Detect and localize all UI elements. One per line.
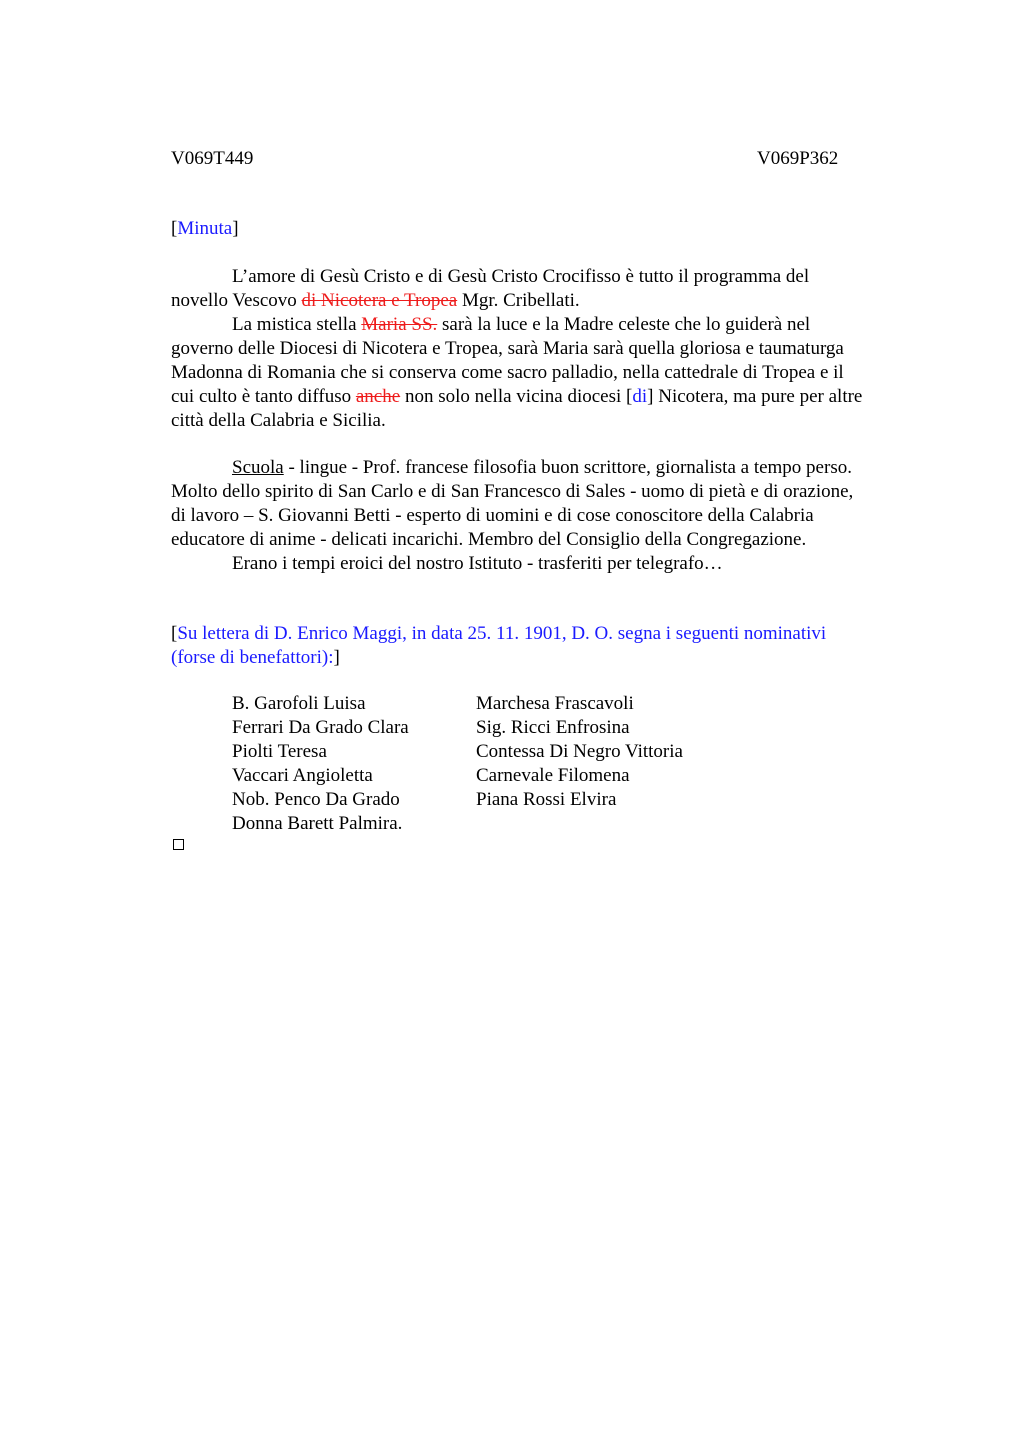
name-entry: B. Garofoli Luisa [232,693,366,714]
paragraph-line [171,313,931,337]
name-entry: Piana Rossi Elvira [476,789,617,810]
paragraph-1 [171,265,931,313]
deleted-text: anche [355,386,401,407]
note-text: (forse di benefattori): [171,647,334,668]
name-entry: Piolti Teresa [232,741,327,762]
text-segment: non solo nella vicina diocesi [ [400,386,633,407]
paragraph-line [171,456,931,480]
names-list [232,692,683,836]
name-entry: Sig. Ricci Enfrosina [476,717,630,738]
names-row [232,716,683,740]
text-segment: La mistica stella [232,314,362,335]
name-entry: Vaccari Angioletta [232,765,373,786]
text-segment: - lingue - Prof. francese filosofia buon scrittore, giornalista a tempo perso. [283,457,852,478]
underlined-word: Scuola [232,457,284,478]
text-segment: sarà la luce e la Madre celeste che lo guiderà nel [437,314,811,335]
end-marker-square-icon [173,839,184,850]
bracket-close: ] [232,218,239,239]
document-code-left: V069T449 [171,148,254,169]
names-row [232,740,683,764]
paragraph-line [171,385,931,409]
paragraph-line: governo delle Diocesi di Nicotera e Tropea, sarà Maria sarà quella gloriosa e taumaturga [171,338,844,359]
text-segment: novello Vescovo [171,290,302,311]
paragraph-line: città della Calabria e Sicilia. [171,410,386,431]
paragraph-line: Erano i tempi eroici del nostro Istituto - trasferiti per telegrafo… [232,553,723,574]
paragraph-line [171,289,931,313]
paragraph-line: Madonna di Romania che si conserva come sacro palladio, nella cattedrale di Tropea e il [171,362,844,383]
names-row [232,764,683,788]
paragraph-line: L’amore di Gesù Cristo e di Gesù Cristo Crocifisso è tutto il programma del [232,266,810,287]
bracket-open: [ [171,623,178,644]
text-segment: cui culto è tanto diffuso [171,386,356,407]
bracket-open: [ [171,218,178,239]
note-text: Su lettera di D. Enrico Maggi, in data 25. 11. 1901, D. O. segna i seguenti nominativi [177,623,827,644]
deleted-text: di Nicotera e Tropea [301,290,458,311]
minuta-label [171,217,931,241]
editorial-insertion: di [632,386,648,407]
names-row [232,812,683,836]
name-entry: Donna Barett Palmira. [232,813,403,834]
document-code-right: V069P362 [757,148,839,169]
paragraph-line: educatore di anime - delicati incarichi. Membro del Consiglio della Congregazione. [171,529,807,550]
note-line [171,622,931,646]
name-entry: Marchesa Frascavoli [476,693,634,714]
minuta-text: Minuta [177,218,233,239]
editorial-note [171,622,931,670]
paragraph-3 [171,456,931,576]
deleted-text: Maria SS. [361,314,438,335]
names-row [232,788,683,812]
paragraph-line: Molto dello spirito di San Carlo e di San Francesco di Sales - uomo di pietà e di orazione, [171,481,854,502]
name-entry: Contessa Di Negro Vittoria [476,741,683,762]
name-entry: Ferrari Da Grado Clara [232,717,409,738]
paragraph-2 [171,313,931,433]
paragraph-line: di lavoro – S. Giovanni Betti - esperto di uomini e di cose conoscitore della Calabria [171,505,814,526]
text-segment: ] Nicotera, ma pure per altre [647,386,863,407]
note-line [171,646,931,670]
name-entry: Carnevale Filomena [476,765,630,786]
name-entry: Nob. Penco Da Grado [232,789,400,810]
names-row [232,692,683,716]
bracket-close: ] [333,647,340,668]
text-segment: Mgr. Cribellati. [457,290,580,311]
